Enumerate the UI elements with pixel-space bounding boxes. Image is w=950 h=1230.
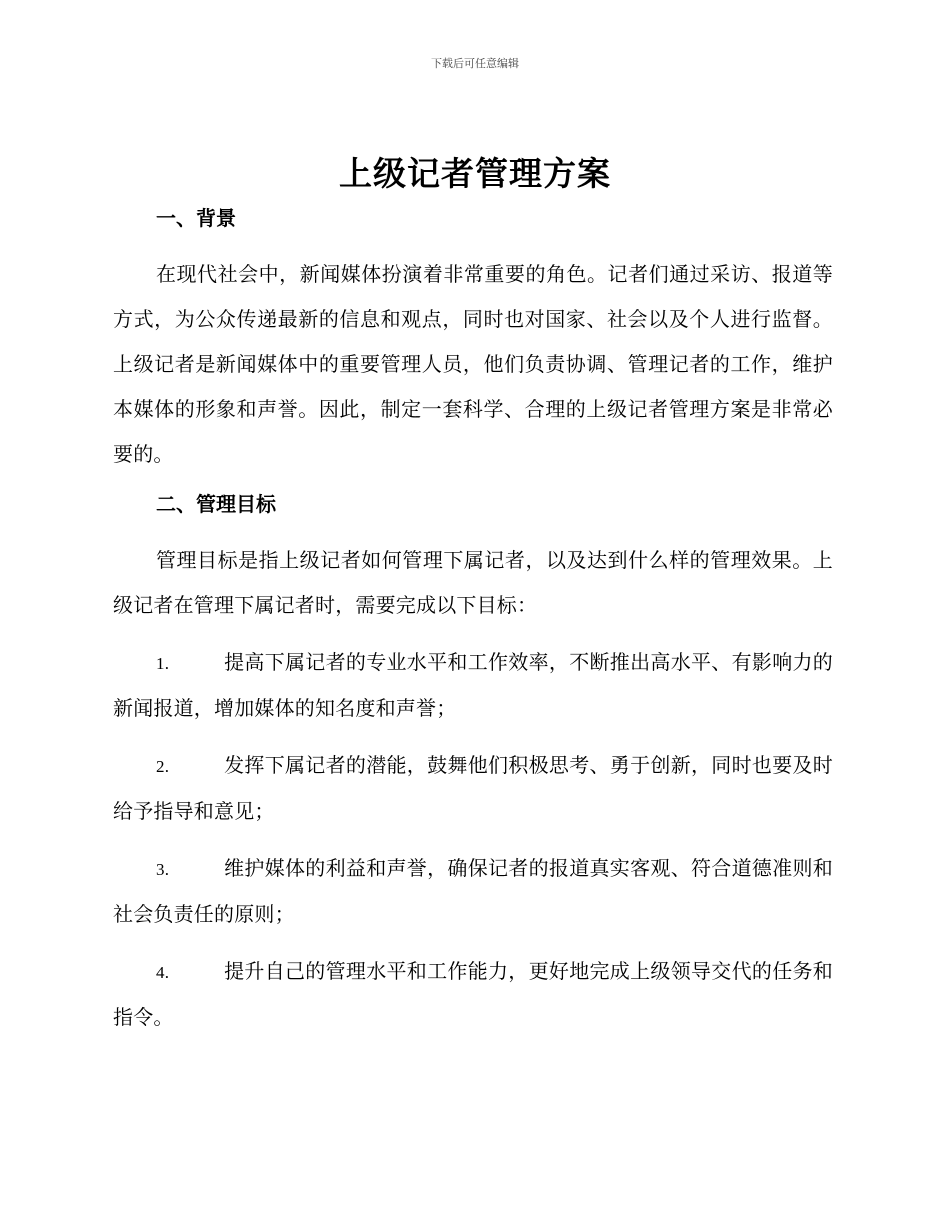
goal-text: 维护媒体的利益和声誉，确保记者的报道真实客观、符合道德准则和社会负责任的原则； <box>113 856 833 926</box>
goal-item-4 <box>113 949 833 1040</box>
goal-item-1 <box>113 640 833 731</box>
document-title: 上级记者管理方案 <box>339 154 611 193</box>
goal-number: 2. <box>156 757 170 776</box>
goal-item-2 <box>113 743 833 834</box>
goal-text: 发挥下属记者的潜能，鼓舞他们积极思考、勇于创新，同时也要及时给予指导和意见； <box>113 753 833 823</box>
section-heading-goals: 二、管理目标 <box>156 492 276 516</box>
goal-number: 1. <box>156 654 170 673</box>
goal-text: 提升自己的管理水平和工作能力，更好地完成上级领导交代的任务和指令。 <box>113 959 833 1029</box>
header-note: 下载后可任意编辑 <box>431 57 519 70</box>
goals-intro-paragraph: 管理目标是指上级记者如何管理下属记者，以及达到什么样的管理效果。上级记者在管理下属记者时，需要完成以下目标： <box>113 548 833 617</box>
background-paragraph: 在现代社会中，新闻媒体扮演着非常重要的角色。记者们通过采访、报道等方式，为公众传递最新的信息和观点，同时也对国家、社会以及个人进行监督。上级记者是新闻媒体中的重要管理人员，他们负责协调、管理记者的工作，维护本媒体的形象和声誉。因此，制定一套科学、合理的上级记者管理方案是非常必要的。 <box>113 262 833 466</box>
goal-number: 4. <box>156 963 170 982</box>
section-heading-background: 一、背景 <box>156 206 236 230</box>
goal-text: 提高下属记者的专业水平和工作效率，不断推出高水平、有影响力的新闻报道，增加媒体的知名度和声誉； <box>113 650 833 720</box>
goal-item-3 <box>113 846 833 937</box>
goal-number: 3. <box>156 860 170 879</box>
document-body <box>113 203 833 1040</box>
